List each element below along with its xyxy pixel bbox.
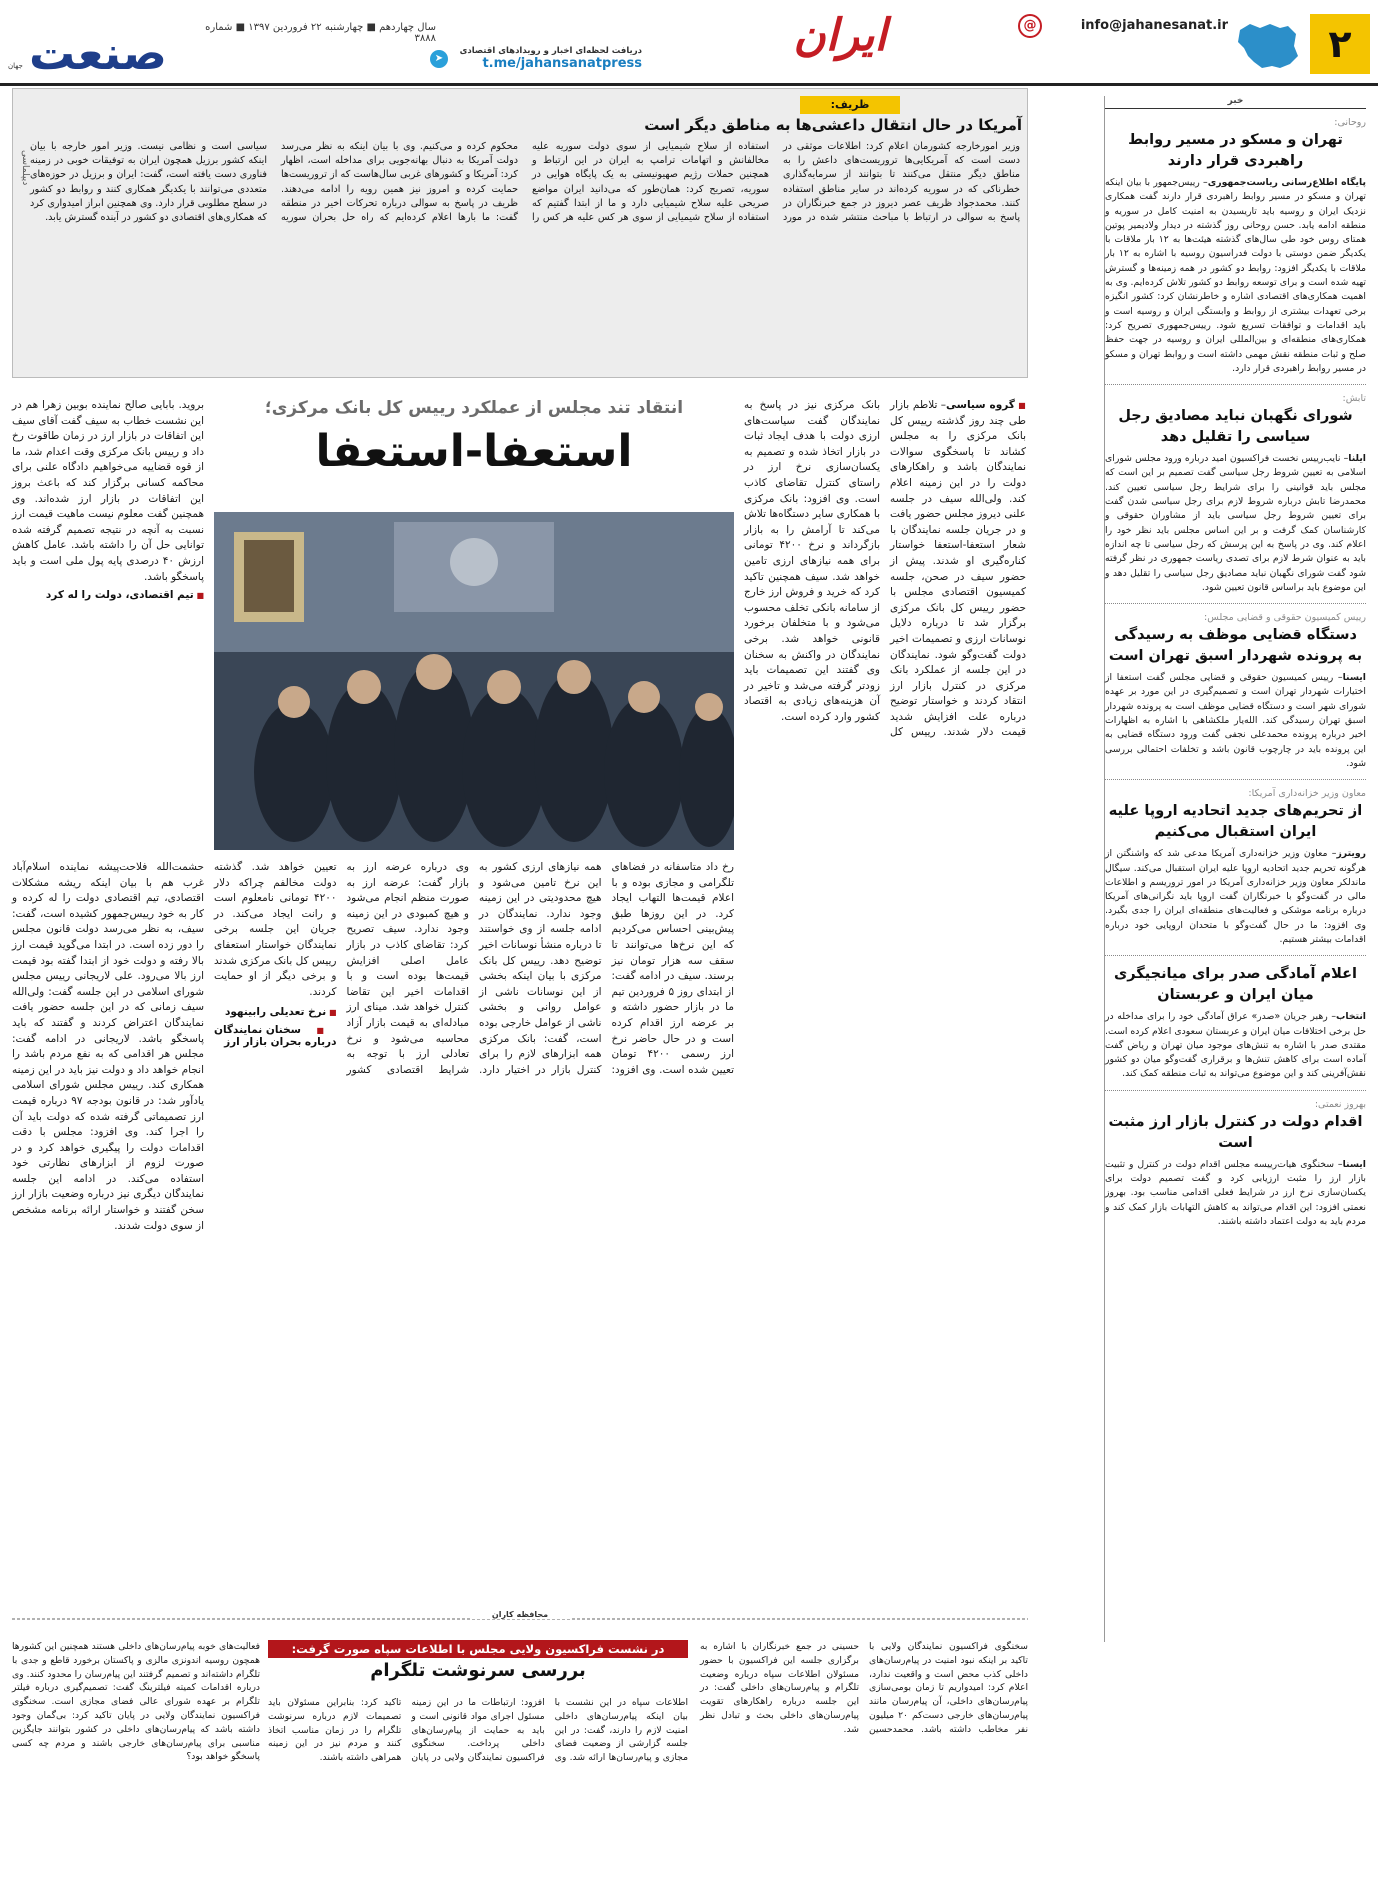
item-headline: شورای نگهبان نباید مصادیق رجل سیاسی را تقلیل دهد [1118,408,1353,446]
item-source: رویترز [1336,848,1366,860]
item-divider [1105,384,1366,385]
telegram-story-mid: اطلاعات سپاه در این نشست با بیان اینکه پیام‌رسان‌های داخلی امنیت لازم را دارند، گفت: در این جلسه گزارشی از وضعیت فضای مجازی و پیام‌رسان‌ها ارائه شد. وی افزود: ارتباطات ما در این زمینه مسئول اجرای مواد قانونی است و باید به حمایت از پیام‌رسان‌های داخلی پرداخت. سخنگوی فراکسیون نمایندگان ولایی در پایان تاکید کرد: بنابراین مسئولان باید تصمیمات لازم درباره سرنوشت تلگرام را در زمان مناسب اتخاذ کنند و مردم نیز در این زمینه همراهی داشته باشند. [268,1697,688,1764]
telegram-story-kicker: در نشست فراکسیون ولایی مجلس با اطلاعات سپاه صورت گرفت: [268,1640,688,1658]
item-text: – نایب‌رییس نخست فراکسیون امید درباره ورود مجلس شورای اسلامی به تعیین شروط رجل سیاسی گفت تصمیم بر این است که مجلس باید قوانینی را برای شرایط رجل سیاسی تعیین کند. محمدرضا تابش درباره شروط لازم برای رجل سیاسی شدن گفت برای تعیین شروط رجل سیاسی باید از مشاوران حقوقی و کارشناسان کمک گرفت و بر این اساس مجلس باید نظر خود را اعلام کند. وی در پاسخ به این پرسش که رجل سیاسی تا چه اندازه باید به عنوان شرط لازم برای تصدی ریاست جمهوری در نظر گرفته شود گفت شورای نگهبان نباید مصادیق رجل سیاسی را تقلیل دهد و این موضوع باید براساس قانون تعیین شود. [1105,453,1366,593]
item-body [1105,847,1366,947]
item-kicker: رییس کمیسیون حقوقی و قضایی مجلس: [1204,612,1366,624]
item-source: ایلنا [1348,453,1366,465]
item-body [1105,1010,1366,1081]
left-top-text: بروید. بابایی صالح نماینده بوبین زهرا هم در این نشست خطاب به سیف گفت آقای سیف این اتفاقات در بازار ارز در زمان طاقوت رخ داد و رییس بانک مرکزی وقت اعدام شد، ما از قوه قضاییه می‌خواهیم دادگاه علنی برای محاکمه کسانی برگزار کند که باعث بروز این اتفاقات در بازار ارز شده‌اند. وی همچنین گفت معلوم نیست ماهیت قیمت ارز نسبت به آنچه در نتیجه تصمیم گرفته شده توانایی حل آن را داشته باشد. عامل کاهش ارزش ۴۰ درصدی پایه پول ملی است و باید پاسخگو باشد. [12,399,204,583]
email-icon: @ [1018,14,1042,38]
item-kicker: تابش: [1342,393,1366,405]
item-text: – رییس کمیسیون حقوقی و قضایی مجلس گفت استعفا از اختیارات شهردار تهران است و تصمیم‌گیری در این مورد بر عهده شورای شهر است و دستگاه قضایی موظف است به پرونده شهردار اسبق تهران رسیدگی کند. الله‌یار ملکشاهی با اشاره به اظهارات اخیر درباره پرونده محمدعلی نجفی گفت ورود دستگاه قضایی به این پرونده باید در چارچوب قانون باشد و تخلفات احتمالی بررسی شود. [1105,672,1366,769]
telegram-caption: دریافت لحظه‌ای اخبار و رویدادهای اقتصادی [459,46,642,56]
separator-label: محافظه کاران [470,1610,570,1619]
item-text: – رییس‌جمهور با بیان اینکه تهران و مسکو در مسیر روابط راهبردی قرار دارند گفت همکاری نزدیک ایران و روسیه باید تاریسیدن به امنیت کامل در سوریه و منطقه ادامه یابد. حسن روحانی روز گذشته در دیدار ولادیمیر پوتین همتای روس خود طی سال‌های گذشته هیئت‌ها به ۱۲ بار ملاقات با یکدیگر ضمن دوستی با دولت فدراسیون روسیه با اشاره به ۱۲ بار ملاقات با یکدیگر افزود: روابط دو کشور در همه زمینه‌ها و گسترش تهیه شده است و برای توسعه روابط دو کشور تلاش کرده‌ایم. وی به اهمیت همکاری‌های اقتصادی اشاره و خاطرنشان کرد: کشور انگیزه برخی تعهدات بیشتری از روابط و وابستگی ایران و روسیه است و باید اقدامات و توافقات تسریع شود. رییس‌جمهوری تصریح کرد: همکاری‌های منطقه‌ای و بین‌المللی ایران و روسیه در جهت حفظ صلح و ثبات منطقه نقش مهمی داشته است و روابط تهران و مسکو در مسیر روابط راهبردی قرار دارد. [1105,177,1366,374]
right-news-item [1105,955,1366,1081]
main-story-body-lower: رخ داد متاسفانه در فضاهای تلگرامی و مجازی بوده و با اعلام قیمت‌ها التهاب ایجاد کرد. در این روزها طبق پیش‌بینی احساس می‌کردیم که این نرخ‌ها می‌توانند تا سقف سه هزار تومان نیز برسند. سیف در ادامه گفت: از ابتدای روز ۵ فروردین تیم ما در بازار حضور داشته و بر عرضه ارز اقدام کرده است و در حال حاضر نرخ ارز رسمی ۴۲۰۰ تومان تعیین شده است. وی افزود: همه نیازهای ارزی کشور به این نرخ تامین می‌شود و هیچ محدودیتی در این زمینه وجود ندارد. نمایندگان در ادامه جلسه از وی خواستند تا درباره منشأ نوسانات اخیر توضیح دهد. رییس کل بانک مرکزی با بیان اینکه بخشی از این نوسانات ناشی از عوامل روانی و بخشی ناشی از عوامل خارجی بوده است، گفت: بانک مرکزی همه ابزارهای لازم را برای کنترل بازار در اختیار دارد. وی درباره عرضه ارز به بازار گفت: عرضه ارز به صورت منظم انجام می‌شود و هیچ کمبودی در این زمینه وجود ندارد. سیف تصریح کرد: تقاضای کاذب در بازار عامل اصلی افزایش قیمت‌ها بوده است و با اقدامات اخیر این تقاضا کنترل خواهد شد. مینای ارز مبادله‌ای به قیمت بازار آزاد محاسبه می‌شود و نرخ تعادلی ارز با توجه به شرایط اقتصادی کشور تعیین خواهد شد. گذشته دولت مخالفم چراکه دلار ۴۲۰۰ تومانی نامعلوم است و رانت ایجاد می‌کند. در جریان این جلسه برخی نمایندگان خواستار استعفای رییس کل بانک مرکزی شدند و برخی دیگر از او حمایت کردند. [214,861,734,1076]
item-text: – رهبر جریان «صدر» عراق آمادگی خود را برای مداخله در حل برخی اختلافات میان ایران و عربستان سعودی اعلام کرده است. مقتدی صدر با اشاره به تنش‌های موجود میان تهران و ریاض گفت آماده است برای کاهش تنش‌ها و برقراری گفت‌وگو میان دو کشور نقش‌آفرینی کند و این موضوع می‌تواند به ثبات منطقه کمک کند. [1105,1011,1366,1080]
telegram-icon: ➤ [430,50,448,68]
item-headline: دستگاه قضایی موظف به رسیدگی به پرونده شهردار اسبق تهران است [1108,627,1363,665]
item-source: ایسنا [1342,672,1366,684]
side-label: دیپلماسی [20,150,30,186]
right-news-item [1105,384,1366,595]
main-story-body-right: – تلاطم بازار طی چند روز گذشته رییس کل بانک مرکزی را به مجلس کشاند تا پاسخگوی سوالات نمایندگان باشد و راهکارهای دولت را در این زمینه اعلام کند. ولی‌الله سیف در جلسه علنی دیروز مجلس حضور یافت و در جریان جلسه نمایندگان با شعار استعفا-استعفا خواستار کناره‌گیری او شدند. پیش از حضور سیف در صحن، جلسه کمیسیون اقتصادی مجلس با حضور رییس کل بانک مرکزی برگزار شد تا درباره دلایل نوسانات ارزی و تصمیمات اخیر دولت گفت‌وگو شود. نمایندگان در این جلسه از عملکرد بانک مرکزی در کنترل بازار ارز انتقاد کردند و خواستار توضیح درباره علت افزایش شدید قیمت دلار شدند. رییس کل بانک مرکزی نیز در پاسخ به نمایندگان گفت سیاست‌های ارزی دولت با هدف ایجاد ثبات در بازار اتخاذ شده و تصمیم به یکسان‌سازی نرخ ارز در راستای کنترل تقاضای کاذب است. وی افزود: بانک مرکزی با همکاری سایر دستگاه‌ها تلاش می‌کند تا آرامش را به بازار بازگرداند و نرخ ۴۲۰۰ تومانی برای همه نیازهای ارزی تامین خواهد شد. سیف همچنین تاکید کرد که خرید و فروش ارز خارج از سامانه بانکی تخلف محسوب می‌شود و با متخلفان برخورد قانونی خواهد شد. برخی نمایندگان در واکنش به سخنان وی گفتند این تصمیمات باید زودتر گرفته می‌شد و تاخیر در آن هزینه‌های زیادی به اقتصاد کشور وارد کرده است. [744,399,1026,739]
item-divider [1105,1090,1366,1091]
main-kicker: انتقاد تند مجلس از عملکرد رییس کل بانک مرکزی؛ [264,398,684,418]
main-story-lower-columns [214,860,734,1608]
main-headline: استعفا-استعفا [315,426,633,477]
email-address[interactable]: info@jahanesanat.ir [1080,18,1228,33]
feature-kicker: ظریف: [800,96,900,114]
main-story-lead: ■ گروه سیاسی [946,399,1026,411]
logo-subtext: جهان [8,62,23,70]
right-news-item [1105,779,1366,947]
right-news-item [1105,1090,1366,1229]
feature-body: وزیر امورخارجه کشورمان اعلام کرد: اطلاعات موثقی در دست است که آمریکایی‌ها تروریست‌های داعش را به مناطق دیگر منتقل می‌کنند تا بتوانند از سرمایه‌گذاری خطرناکی که در سوریه کرده‌اند در سایر مناطق استفاده کنند. محمدجواد ظریف عصر دیروز در جمع خبرنگاران در پاسخ به سوالی در ارتباط با مباحث منتشر شده در مورد استفاده از سلاح شیمیایی از سوی دولت سوریه علیه مخالفانش و اتهامات ترامپ به ایران در این ارتباط و همچنین حملات رژیم صهیونیستی به یک پایگاه هوایی در سوریه، تصریح کرد: همان‌طور که می‌دانید ایران مواضع صریحی علیه سلاح شیمیایی دارد و ما از ابتدا گفتیم که استفاده از سلاح شیمیایی از سوی هر کس علیه هر کس را محکوم کرده و می‌کنیم. وی با بیان اینکه به نظر می‌رسد دولت آمریکا به دنبال بهانه‌جویی برای مداخله است، اظهار کرد: آمریکا و کشورهای غربی سال‌هاست که از تروریست‌ها حمایت کرده و امروز نیز همین رویه را ادامه می‌دهند. ظریف در پاسخ به سوالی درباره تحرکات اخیر در منطقه گفت: ما بارها اعلام کرده‌ایم که راه حل بحران سوریه سیاسی است و نظامی نیست. وزیر امور خارجه با بیان اینکه کشور برزیل همچون ایران به توفیقات خوبی در زمینه فناوری دست یافته است، گفت: ایران و برزیل در حوزه‌های متعددی می‌توانند با یکدیگر همکاری کنند و روابط دو کشور در سطح مطلوبی قرار دارد. وی همچنین ابراز امیدواری کرد که همکاری‌های اقتصادی دو کشور در آینده گسترش یابد. [30,141,1020,224]
item-source: پایگاه اطلاع‌رسانی ریاست‌جمهوری [1207,177,1366,188]
right-news-column [1104,96,1366,1642]
feature-headline: آمریکا در حال انتقال داعشی‌ها به مناطق دیگر است [644,116,1022,134]
telegram-block[interactable] [452,46,642,71]
item-kicker: بهروز نعمتی: [1314,1098,1366,1110]
item-body [1105,1158,1366,1229]
main-story-right-columns [744,398,1026,1378]
left-top-subhead: ■ تیم اقتصادی، دولت را له کرد [12,589,204,601]
left-bottom-text: حشمت‌الله فلاحت‌پیشه نماینده اسلام‌آباد غرب هم با بیان اینکه ریشه مشکلات اقتصادی، تیم اقتصادی دولت را له کرده و کار به خود رییس‌جمهور کشیده است، گفت: سیف، به نظر می‌رسد دولت قانون مجلس را دور زده است. در ابتدا می‌گوید قیمت ارز بالا رفته و دولت خود از ابتدا گفته بود قیمت ارز بالا می‌رود. علی لاریجانی رییس مجلس شورای اسلامی در این جلسه گفت: ولی‌الله سیف زمانی که در این جلسه حضور یافت نمایندگان اعتراض کردند و گفتند که باید پاسخگو باشد. لاریجانی در ادامه گفت: مجلس هر اقدامی که به نفع مردم باشد را انجام خواهد داد و دولت نیز باید در این زمینه همکاری کند. رییس مجلس شورای اسلامی یادآور شد: در قانون بودجه ۹۷ درباره قیمت ارز تصمیماتی گرفته شده که دولت باید آن را اجرا کند. وی افزود: مجلس با دقت اقدامات دولت را پیگیری خواهد کرد و در صورت لزوم از ابزارهای نظارتی خود استفاده می‌کند. در ادامه این جلسه نمایندگان دیگری نیز درباره وضعیت بازار ارز سخن گفتند و خواستار ارائه برنامه مشخص از سوی دولت شدند. [12,861,204,1232]
item-text: – معاون وزیر خزانه‌داری آمریکا مدعی شد که واشنگتن از هرگونه تحریم جدید اتحادیه اروپا علیه ایران استقبال می‌کند. سیگال ماندلکر معاون وزیر خزانه‌داری آمریکا در امور تروریسم و اطلاعات مالی در گفت‌وگو با خبرنگاران گفت اروپا باید نگرانی‌های آمریکا درباره برنامه موشکی و فعالیت‌های منطقه‌ای ایران را جدی بگیرد. وی افزود: ما در حال گفت‌وگو با متحدان اروپایی خود درباره اقدامات بیشتر هستیم. [1105,848,1366,945]
issue-info: سال چهاردهم ■ چهارشنبه ۲۲ فروردین ۱۳۹۷ ■ شماره ۳۸۸۸ [205,22,436,44]
item-headline: از تحریم‌های جدید اتحادیه اروپا علیه ایران استقبال می‌کنیم [1108,803,1363,841]
item-headline: اقدام دولت در کنترل بازار ارز مثبت است [1108,1113,1363,1151]
telegram-story-left: فعالیت‌های خوبه پیام‌رسان‌های داخلی هستند همچنین این کشورها همچون روسیه اندونزی مالزی و پاکستان برخورد قاطع و جدی با تلگرام داشته‌اند و تصمیم گرفتند این پیام‌رسان را محدود کنند. وی درباره اقدامات کمیته فیلترینگ گفت: تصمیم‌گیری درباره فیلتر تلگرام بر عهده شورای عالی فضای مجازی است. سخنگوی فراکسیون نمایندگان ولایی در پایان تاکید کرد: بی‌گمان وجود داشته باشد که پیام‌رسان‌های داخلی در کشور بتوانند جایگزین مناسبی برای پیام‌رسان‌های خارجی باشند و مردم چه کسی پاسخگو خواهد بود؟ [12,1641,260,1763]
column-label: خبر [1105,96,1366,109]
page-header [0,0,1378,86]
item-kicker: معاون وزیر خزانه‌داری آمریکا: [1248,788,1366,800]
left-column-top [12,398,204,601]
item-text: – سخنگوی هیات‌رییسه مجلس اقدام دولت در کنترل و تثبیت بازار ارز را مثبت ارزیابی کرد و گفت تصمیم دولت برای یکسان‌سازی نرخ ارز در شرایط فعلی اقدامی مناسب بود. بهروز نعمتی افزود: این اقدام می‌تواند به کاهش التهابات بازار کمک کند و مردم باید به دولت اعتماد داشته باشند. [1105,1158,1366,1227]
item-headline: اعلام آمادگی صدر برای میانجیگری میان ایران و عربستان [1114,966,1357,1004]
item-divider [1105,779,1366,780]
subhead-1: ■ نرخ تعدیلی رابینهود [214,1006,337,1018]
telegram-story-headline: بررسی سرنوشت تلگرام [370,1660,586,1681]
telegram-story-right: سخنگوی فراکسیون نمایندگان ولایی با تاکید بر اینکه نبود امنیت در پیام‌رسان‌های داخلی کذب محض است و واقعیت ندارد، اعلام کرد: امیدواریم تا زمان بومی‌سازی پیام‌رسان‌های داخلی، آن پیام‌رسان مانند پیام‌رسان‌های خارجی دست‌کم ۲۰ میلیون نفر مخاطب داشته باشد. محمدحسین حسینی در جمع خبرنگاران با اشاره به برگزاری جلسه این فراکسیون با حضور مسئولان اطلاعات سپاه درباره وضعیت تلگرام و پیام‌رسان‌های داخلی گفت: در این جلسه درباره راهکارهای تقویت پیام‌رسان‌های داخلی بحث و تبادل نظر شد. [700,1641,1028,1735]
parliament-photo [214,512,734,850]
item-source: انتخاب [1335,1011,1366,1023]
section-title: ایران [793,10,887,61]
item-body [1105,176,1366,376]
subhead-2: ■ سخنان نمایندگان درباره بحران بازار ارز [214,1024,337,1048]
item-source: ایسنا [1342,1158,1366,1170]
right-news-item [1105,117,1366,376]
logo-text: صنعت [29,26,167,80]
item-headline: تهران و مسکو در مسیر روابط راهبردی قرار دارند [1128,132,1343,169]
page-number: ۲ [1310,14,1370,74]
iran-map-icon [1236,20,1300,72]
newspaper-logo [18,28,178,78]
telegram-handle[interactable]: t.me/jahansanatpress [482,56,642,71]
item-divider [1105,603,1366,604]
item-kicker: روحانی: [1334,117,1366,128]
right-news-item [1105,603,1366,771]
item-divider [1105,955,1366,956]
left-column-bottom [12,860,204,1234]
item-body [1105,452,1366,595]
item-body [1105,671,1366,771]
